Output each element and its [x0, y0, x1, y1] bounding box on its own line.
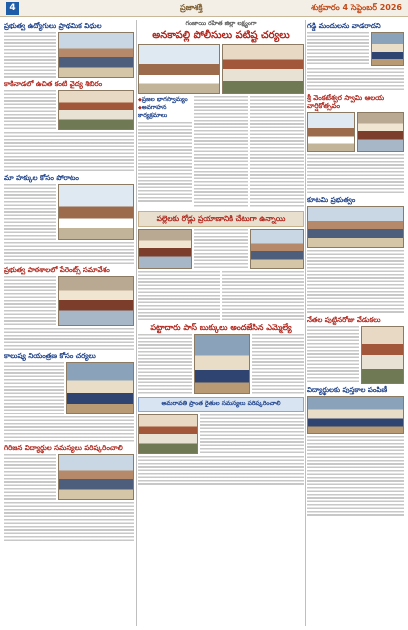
lead-bullet: ◆ అవగాహన కార్యక్రమాలు — [138, 104, 192, 120]
article-body — [4, 184, 56, 240]
article-photo — [138, 229, 192, 269]
right-headline-4: నేతల పుట్టినరోజు వేడుకలు — [307, 316, 381, 325]
article-body — [307, 250, 404, 314]
article-body — [138, 122, 192, 202]
article-photo — [66, 362, 134, 414]
article-body — [138, 456, 304, 486]
article-photo — [138, 414, 198, 454]
left-column — [4, 20, 134, 626]
article-body — [307, 436, 404, 516]
article-photo — [58, 32, 134, 78]
masthead: ప్రజాశక్తి — [180, 3, 203, 12]
left-headline-5: కాలుష్య నియంత్రణ కోసం చర్యలు — [4, 352, 96, 361]
page-header-bar — [0, 0, 408, 17]
page-number: 4 — [6, 2, 19, 15]
article-body — [4, 90, 56, 130]
article-body — [194, 229, 248, 269]
article-photo — [361, 326, 404, 384]
lead-bullet: ◆ ప్రజల భాగస్వామ్యం — [138, 96, 192, 104]
article-body — [4, 416, 134, 442]
left-headline-1: ప్రభుత్వ ఉద్యోగులు ప్రాథమిక విధుల — [4, 22, 102, 30]
bottom-banner-box — [138, 397, 304, 412]
article-photo — [250, 229, 304, 269]
article-body — [4, 276, 56, 326]
article-body — [4, 328, 134, 350]
article-body — [250, 96, 304, 208]
lead-headline: అనకాపల్లి పోలీసులు పటిష్ట చర్యలు — [152, 30, 290, 41]
column-divider-left — [136, 20, 137, 626]
article-body — [222, 271, 304, 321]
article-body — [4, 242, 134, 264]
article-body — [307, 154, 404, 194]
right-headline-2: శ్రీ వెంకటేశ్వర స్వామి ఆలయ వార్షికోత్సవం — [307, 94, 385, 111]
article-photo — [307, 206, 404, 248]
banner-headline: పల్లెలకు రోడ్లు ప్రయాణానికి చేటుగా ఉన్నాయి — [156, 213, 286, 223]
left-headline-2: కాకినాడలో ఉచిత కంటి వైద్య శిబిరం — [4, 80, 103, 89]
article-photo — [357, 112, 404, 152]
article-body — [307, 32, 369, 66]
lead-bullet-box — [138, 96, 192, 120]
article-body — [138, 271, 220, 321]
article-body — [4, 362, 64, 414]
article-photo — [58, 90, 134, 130]
article-body — [138, 334, 192, 394]
article-photo — [58, 184, 134, 240]
lead-photo — [138, 44, 220, 94]
article-body — [4, 132, 134, 172]
article-photo — [58, 454, 134, 500]
article-body — [307, 68, 404, 92]
article-body — [194, 96, 248, 208]
mid-headline: పట్టాదారు పాస్ బుక్కులు అందజేసిన ఎమ్మెల్యే — [150, 323, 292, 333]
article-photo — [307, 396, 404, 434]
right-headline-1: గడ్డి మందులను వాడరాదని — [307, 22, 381, 30]
left-headline-3: మా హక్కుల కోసం పోరాటం — [4, 174, 79, 183]
right-column — [307, 20, 404, 626]
article-body — [307, 326, 359, 384]
article-body — [4, 502, 134, 542]
lead-photo — [222, 44, 304, 94]
right-headline-3: కూటమి ప్రభుత్వం — [307, 196, 356, 205]
banner-box — [138, 211, 304, 228]
column-divider-right — [305, 20, 306, 626]
article-photo — [307, 112, 355, 152]
article-photo — [194, 334, 250, 394]
article-body — [4, 454, 56, 500]
article-body — [252, 334, 304, 394]
middle-column — [138, 20, 304, 626]
left-headline-6: గిరిజన విద్యార్థుల సమస్యలు పరిష్కరించాలి — [4, 444, 123, 453]
right-headline-5: విద్యార్థులకు పుస్తకాల పంపిణీ — [307, 386, 388, 395]
lead-kicker: గంజాయి రహిత జిల్లా లక్ష్యంగా — [185, 20, 257, 27]
bottom-banner-headline: అమరావతి ప్రాంత రైతుల సమస్యలు పరిష్కరించాలి — [161, 400, 281, 408]
dateline: శుక్రవారం 4 సెప్టెంబర్ 2026 — [311, 3, 402, 12]
left-headline-4: ప్రభుత్వ పాఠశాలలో పేరెంట్స్ సమావేశం — [4, 266, 110, 275]
article-body — [4, 32, 56, 78]
article-photo — [371, 32, 404, 66]
article-body — [200, 414, 304, 454]
article-photo — [58, 276, 134, 326]
